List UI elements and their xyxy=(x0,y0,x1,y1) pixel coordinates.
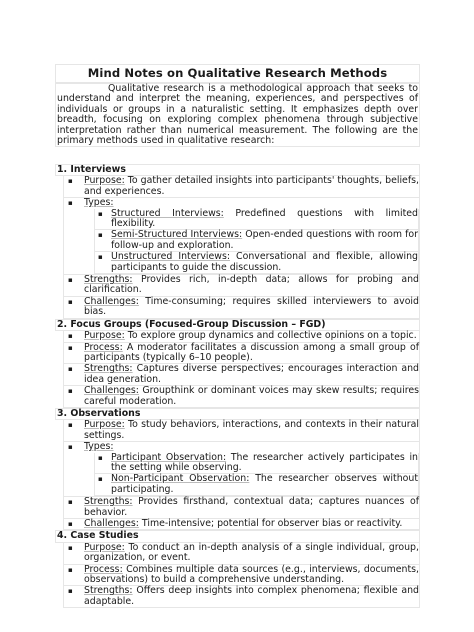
method-section xyxy=(55,319,420,408)
methods-list xyxy=(55,164,420,608)
item-text: Captures diverse perspectives; encourages interaction and idea generation. xyxy=(84,363,419,385)
item-text: To conduct an in-depth analysis of a single individual, group, organization, or event. xyxy=(84,541,419,564)
square-bullet-icon: ▪ xyxy=(68,543,73,552)
item-text: The researcher actively participates in the setting while observing. xyxy=(111,451,418,473)
item-list xyxy=(63,176,420,318)
square-bullet-icon: ▪ xyxy=(68,332,73,341)
item-label: Strengths: xyxy=(84,585,133,597)
item-text: To study behaviors, interactions, and contexts in their natural settings. xyxy=(84,419,419,441)
item-text: Offers deep insights into complex phenomena; flexible and adaptable. xyxy=(84,585,419,607)
document-title: Mind Notes on Qualitative Research Methods xyxy=(55,64,420,83)
item-list xyxy=(63,543,420,608)
item-text: Conversational and flexible, allowing participants to guide the discussion. xyxy=(111,251,418,273)
item-label: Purpose: xyxy=(84,541,125,553)
square-bullet-icon: ▪ xyxy=(68,443,73,452)
item-label: Semi-Structured Interviews: xyxy=(111,229,243,241)
item-label: Participant Observation: xyxy=(111,451,227,463)
square-bullet-icon: ▪ xyxy=(68,387,73,396)
square-bullet-icon: ▪ xyxy=(68,365,73,374)
square-bullet-icon: ▪ xyxy=(68,498,73,507)
square-bullet-icon: ▪ xyxy=(68,343,73,352)
section-heading: 3. Observations xyxy=(55,408,420,420)
list-item xyxy=(63,586,420,608)
list-item xyxy=(63,497,420,519)
square-bullet-icon: ▪ xyxy=(98,253,103,262)
item-text: Time-consuming; requires skilled interviewers to avoid bias. xyxy=(84,295,419,318)
square-bullet-icon: ▪ xyxy=(68,199,73,208)
square-bullet-icon: ▪ xyxy=(68,276,73,285)
square-bullet-icon: ▪ xyxy=(68,177,73,186)
item-label: Purpose: xyxy=(84,419,125,431)
item-label: Challenges: xyxy=(84,385,139,397)
list-item xyxy=(63,565,420,587)
list-item xyxy=(63,386,420,408)
item-label: Purpose: xyxy=(84,330,125,342)
section-heading: 1. Interviews xyxy=(55,164,420,176)
list-item xyxy=(63,343,420,365)
sub-list-item xyxy=(94,453,419,475)
list-item xyxy=(63,275,420,297)
square-bullet-icon: ▪ xyxy=(98,453,103,462)
list-item xyxy=(63,198,420,275)
list-item xyxy=(63,543,420,565)
item-label: Strengths: xyxy=(84,496,133,508)
sub-list-item xyxy=(94,230,419,252)
item-label: Purpose: xyxy=(84,175,125,187)
item-label: Unstructured Interviews: xyxy=(111,251,230,263)
item-text: Groupthink or dominant voices may skew results; requires careful moderation. xyxy=(84,385,419,407)
method-section xyxy=(55,530,420,608)
list-item xyxy=(63,420,420,442)
square-bullet-icon: ▪ xyxy=(68,565,73,574)
item-text: The researcher observes without participating. xyxy=(111,473,418,495)
list-item xyxy=(63,364,420,386)
square-bullet-icon: ▪ xyxy=(98,209,103,218)
item-text: Combines multiple data sources (e.g., interviews, documents, observations) to build a comprehensive understanding. xyxy=(84,563,419,586)
item-label: Non-Participant Observation: xyxy=(111,473,250,485)
item-text: Open-ended questions with room for follow-up and exploration. xyxy=(111,229,418,251)
sub-list-item xyxy=(94,474,419,496)
list-item xyxy=(63,176,420,198)
sub-item-list xyxy=(94,209,419,274)
square-bullet-icon: ▪ xyxy=(68,297,73,306)
item-label: Process: xyxy=(84,563,123,575)
list-item xyxy=(63,442,420,497)
item-label: Types: xyxy=(84,197,114,209)
section-heading: 4. Case Studies xyxy=(55,530,420,542)
square-bullet-icon: ▪ xyxy=(98,475,103,484)
item-text: Predefined questions with limited flexibility. xyxy=(111,207,418,230)
sub-item-list xyxy=(94,453,419,497)
item-label: Strengths: xyxy=(84,363,133,375)
square-bullet-icon: ▪ xyxy=(68,587,73,596)
item-label: Structured Interviews: xyxy=(111,207,224,219)
item-text: Time-intensive; potential for observer bias or reactivity. xyxy=(138,518,403,529)
list-item xyxy=(63,297,420,319)
section-heading: 2. Focus Groups (Focused-Group Discussion – FGD) xyxy=(55,319,420,331)
square-bullet-icon: ▪ xyxy=(68,520,73,528)
square-bullet-icon: ▪ xyxy=(98,231,103,240)
item-text: To gather detailed insights into participants' thoughts, beliefs, and experiences. xyxy=(84,175,419,197)
sub-list-item xyxy=(94,209,419,231)
method-section xyxy=(55,164,420,319)
sub-list-item xyxy=(94,252,419,274)
item-label: Process: xyxy=(84,341,123,353)
square-bullet-icon: ▪ xyxy=(68,421,73,430)
item-list xyxy=(63,331,420,408)
list-item xyxy=(63,519,420,530)
item-label: Challenges: xyxy=(84,518,139,529)
intro-paragraph: Qualitative research is a methodological approach that seeks to understand and interpret the meaning, experiences, and perspectives of individuals or groups in a naturalistic setting. It emphasizes depth over breadth, focusing on exploring complex phenomena through subjective interpretation rather than numerical measurement. The following are the primary methods used in qualitative research: xyxy=(57,83,418,147)
item-text: Provides firsthand, contextual data; captures nuances of behavior. xyxy=(84,496,419,518)
item-text: Provides rich, in-depth data; allows for probing and clarification. xyxy=(84,274,419,296)
item-text: A moderator facilitates a discussion among a small group of participants (typically 6–10 people). xyxy=(84,341,419,363)
item-label: Challenges: xyxy=(84,295,139,307)
item-text: To explore group dynamics and collective opinions on a topic. xyxy=(124,330,417,342)
item-list xyxy=(63,420,420,530)
method-section xyxy=(55,408,420,530)
item-label: Strengths: xyxy=(84,274,133,286)
item-label: Types: xyxy=(84,441,114,453)
